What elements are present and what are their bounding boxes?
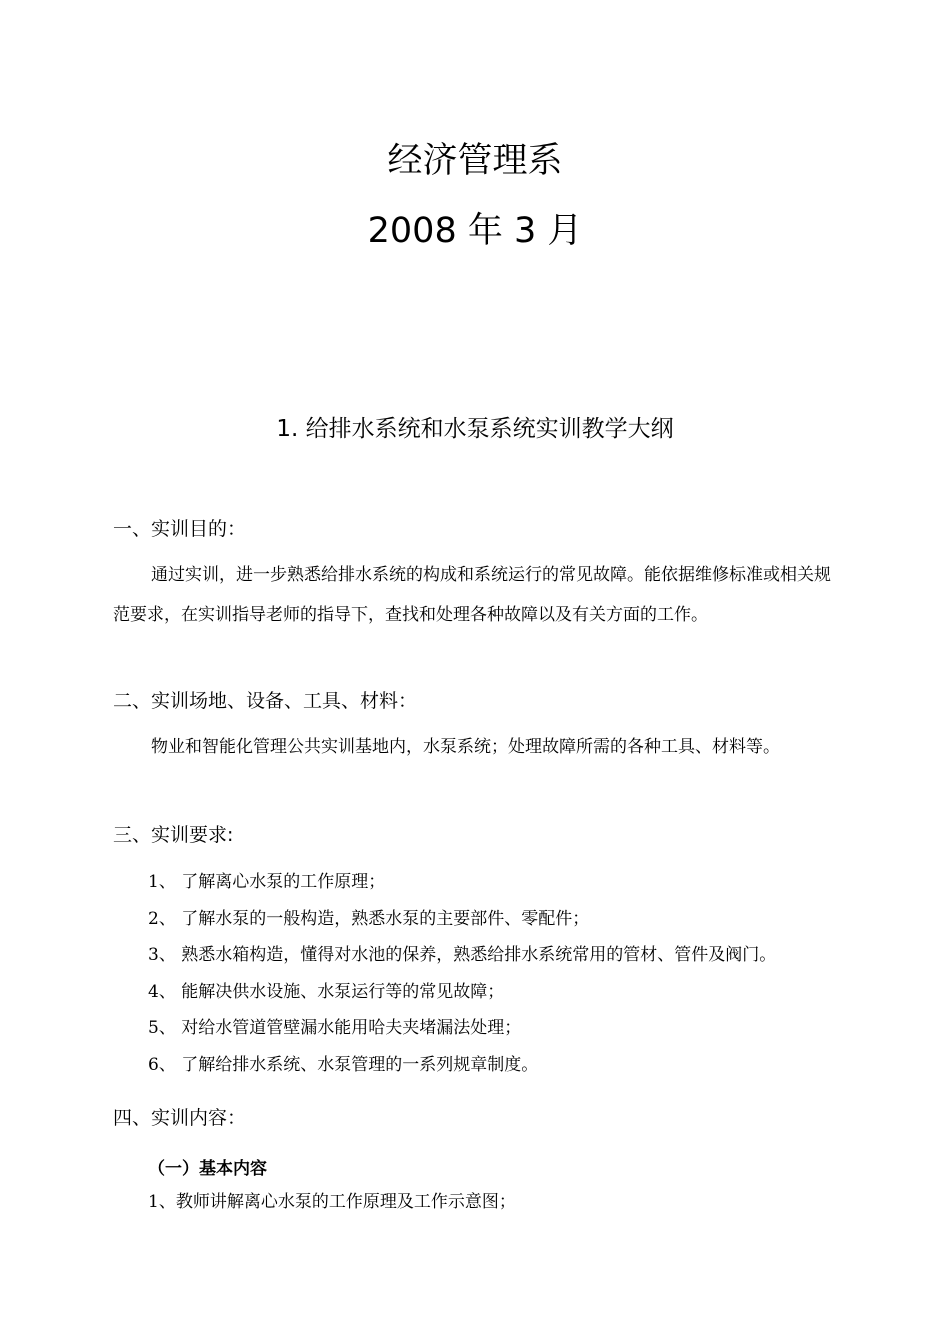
date-title: 2008 年 3 月	[367, 211, 583, 251]
section-heading-purpose: 一、实训目的：	[113, 518, 247, 540]
section-heading-requirements: 三、实训要求:	[113, 824, 234, 846]
list-item: 4、 能解决供水设施、水泵运行等的常见故障；	[148, 982, 505, 1002]
document-title: 1. 给排水系统和水泵系统实训教学大纲	[276, 416, 674, 442]
department-title: 经济管理系	[387, 141, 563, 181]
list-item: 6、 了解给排水系统、水泵管理的一系列规章制度。	[148, 1055, 539, 1075]
list-item: 3、 熟悉水箱构造，懂得对水池的保养，熟悉给排水系统常用的管材、管件及阀门。	[148, 945, 777, 965]
sub-heading-basic-content: （一）基本内容	[148, 1159, 267, 1179]
section-heading-content: 四、实训内容：	[113, 1107, 247, 1129]
section-paragraph-site: 物业和智能化管理公共实训基地内，水泵系统；处理故障所需的各种工具、材料等。	[151, 737, 780, 757]
section-paragraph-purpose: 通过实训，进一步熟悉给排水系统的构成和系统运行的常见故障。能依据维修标准或相关规范要求，在实训指导老师的指导下，查找和处理各种故障以及有关方面的工作。	[113, 565, 831, 625]
list-item: 1、教师讲解离心水泵的工作原理及工作示意图；	[148, 1192, 516, 1212]
section-heading-site: 二、实训场地、设备、工具、材料：	[113, 690, 418, 712]
list-item: 5、 对给水管道管壁漏水能用哈夫夹堵漏法处理；	[148, 1018, 522, 1038]
list-item: 2、 了解水泵的一般构造，熟悉水泵的主要部件、零配件；	[148, 909, 590, 929]
list-item: 1、 了解离心水泵的工作原理；	[148, 872, 386, 892]
